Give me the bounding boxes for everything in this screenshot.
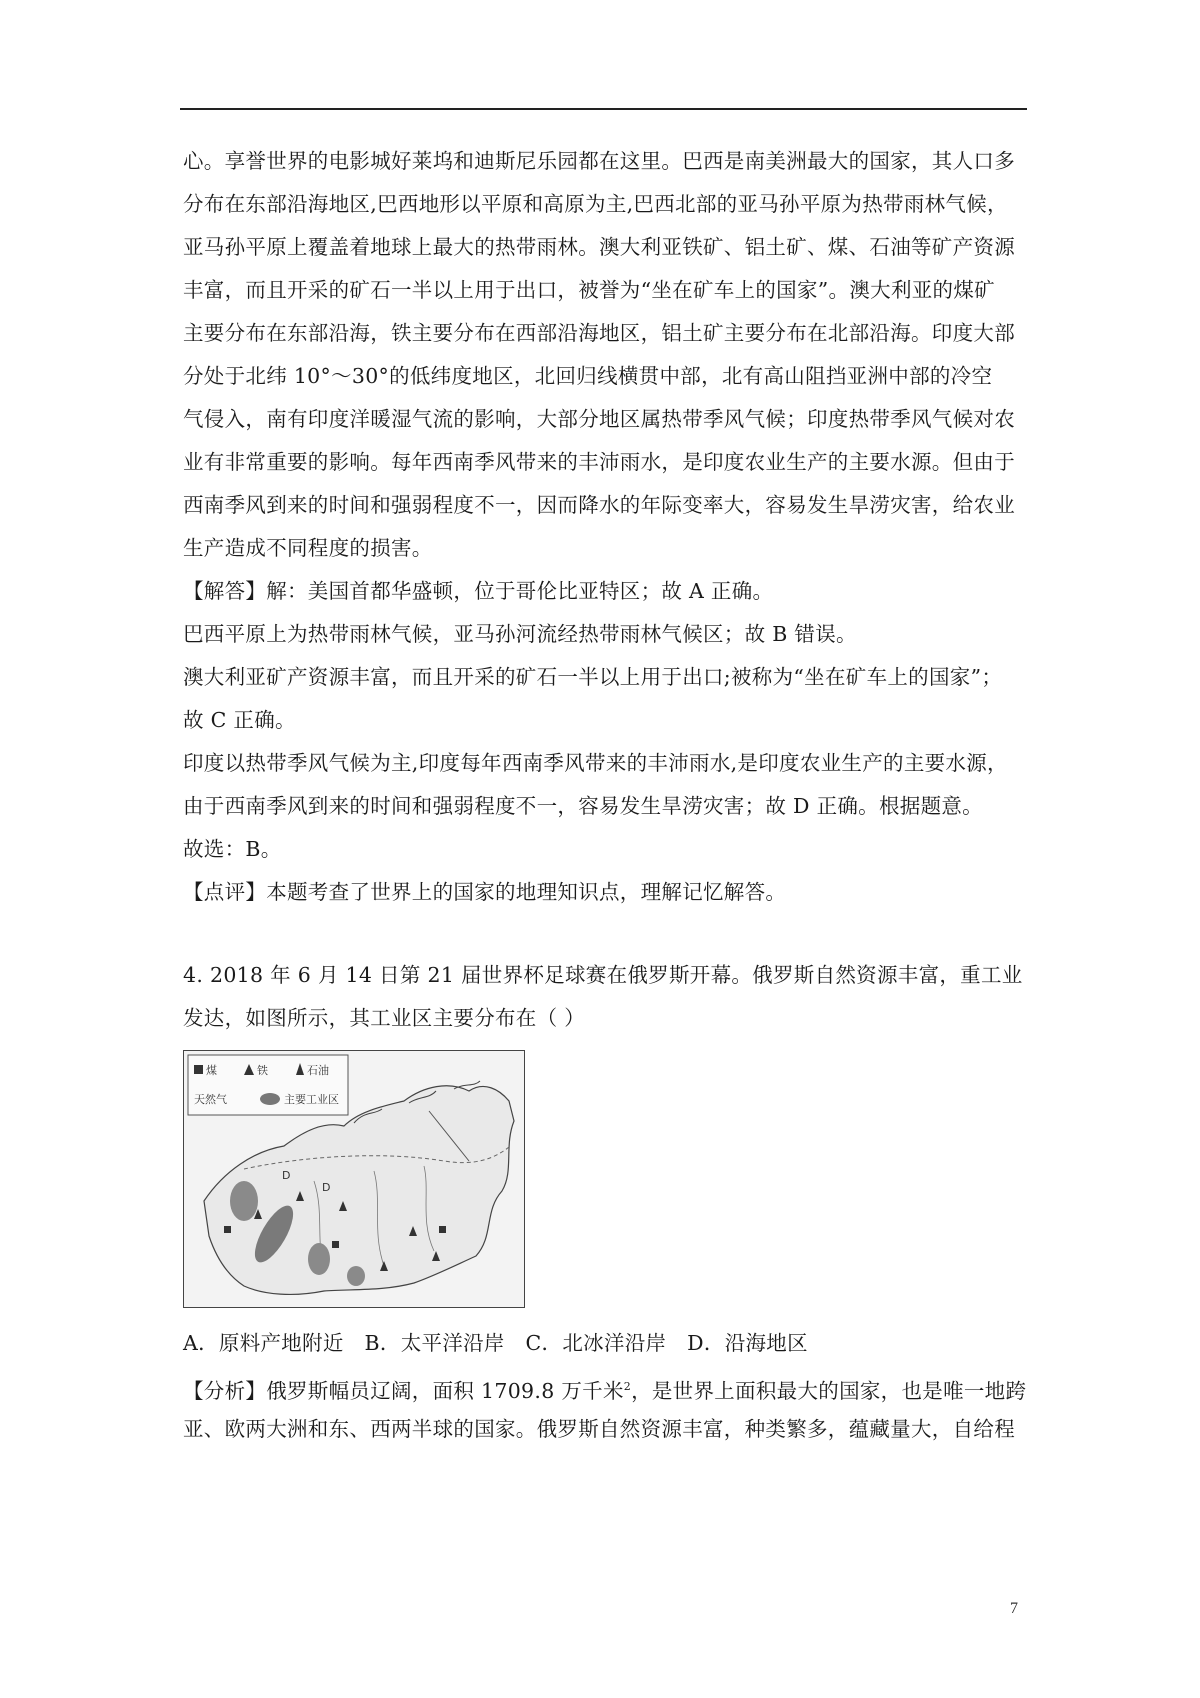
legend-iron: 铁 [257,1064,268,1077]
text-line: 丰富，而且开采的矿石一半以上用于出口，被誉为“坐在矿车上的国家”。澳大利亚的煤矿 [183,278,995,302]
page-content [183,140,1025,1451]
section-gap [183,914,1025,954]
industrial-zone-kuznetsk [308,1243,330,1275]
answer-line: 印度以热带季风气候为主,印度每年西南季风带来的丰沛雨水,是印度农业生产的主要水源， [183,751,1008,775]
analysis-prefix: 【分析】俄罗斯幅员辽阔，面积 1709.8 万千米 [183,1378,624,1403]
legend-coal: 煤 [206,1064,217,1077]
option-c[interactable]: C．北冰洋沿岸 [525,1331,667,1355]
legend-gas: 天然气 [194,1093,227,1106]
option-b[interactable]: B．太平洋沿岸 [364,1331,505,1355]
option-d[interactable]: D．沿海地区 [687,1331,808,1355]
coal-site-icon [332,1241,339,1248]
text-line: 主要分布在东部沿海，铁主要分布在西部沿海地区，铝土矿主要分布在北部沿海。印度大部 [183,321,1015,345]
map-figure [184,1051,524,1307]
analysis-line [183,1365,1025,1408]
answer-line: 故 C 正确。 [183,708,296,732]
explanation-paragraph [183,140,1025,570]
coal-symbol-icon [194,1065,203,1074]
text-line: 心。享誉世界的电影城好莱坞和迪斯尼乐园都在这里。巴西是南美洲最大的国家，其人口多 [183,149,1015,173]
text-line: 业有非常重要的影响。每年西南季风带来的丰沛雨水，是印度农业生产的主要水源。但由于 [183,450,1015,474]
answer-line: 故选：B。 [183,837,282,861]
gas-site-icon: D [282,1169,291,1182]
question-text: 发达，如图所示，其工业区主要分布在（ ） [183,1006,586,1030]
text-line: 气侵入，南有印度洋暖湿气流的影响，大部分地区属热带季风气候；印度热带季风气候对农 [183,407,1015,431]
text-line: 分布在东部沿海地区,巴西地形以平原和高原为主,巴西北部的亚马孙平原为热带雨林气候， [183,192,1008,216]
legend-industrial-zone: 主要工业区 [284,1093,339,1106]
text-line: 亚马孙平原上覆盖着地球上最大的热带雨林。澳大利亚铁矿、铝土矿、煤、石油等矿产资源 [183,235,1015,259]
gas-site-icon: D [322,1181,331,1194]
answer-line: 【解答】解：美国首都华盛顿，位于哥伦比亚特区；故 A 正确。 [183,579,774,603]
legend-oil: 石油 [307,1064,329,1077]
comment-line: 【点评】本题考查了世界上的国家的地理知识点，理解记忆解答。 [183,880,787,904]
text-line: 生产造成不同程度的损害。 [183,536,433,560]
question-text: 4. 2018 年 6 月 14 日第 21 届世界杯足球赛在俄罗斯开幕。俄罗斯自然资源丰富，重工业 [183,963,1023,987]
answer-line: 澳大利亚矿产资源丰富，而且开采的矿石一半以上用于出口;被称为“坐在矿车上的国家”； [183,665,1003,689]
answer-line: 巴西平原上为热带雨林气候，亚马孙河流经热带雨林气候区；故 B 错误。 [183,622,857,646]
russia-resource-map [183,1050,525,1308]
header-rule [180,108,1027,110]
answer-options [183,1322,1025,1365]
coal-site-icon [224,1226,231,1233]
analysis-line: 亚、欧两大洲和东、西两半球的国家。俄罗斯自然资源丰富，种类繁多，蕴藏量大，自给程 [183,1417,1015,1441]
page-number: 7 [1010,1600,1018,1617]
industrial-zone-moscow [230,1181,258,1221]
answer-section [183,570,1025,914]
analysis-suffix: ，是世界上面积最大的国家，也是唯一地跨 [631,1378,1027,1403]
option-a[interactable]: A．原料产地附近 [183,1331,344,1355]
text-line: 分处于北纬 10°～30°的低纬度地区，北回归线横贯中部，北有高山阻挡亚洲中部的冷空 [183,364,993,388]
coal-site-icon [439,1226,446,1233]
text-line: 西南季风到来的时间和强弱程度不一，因而降水的年际变率大，容易发生旱涝灾害，给农业 [183,493,1015,517]
industrial-zone-symbol-icon [260,1093,280,1105]
question-4 [183,954,1025,1451]
industrial-zone-baikal [347,1266,365,1286]
answer-line: 由于西南季风到来的时间和强弱程度不一，容易发生旱涝灾害；故 D 正确。根据题意。 [183,794,983,818]
superscript: 2 [623,1380,632,1393]
